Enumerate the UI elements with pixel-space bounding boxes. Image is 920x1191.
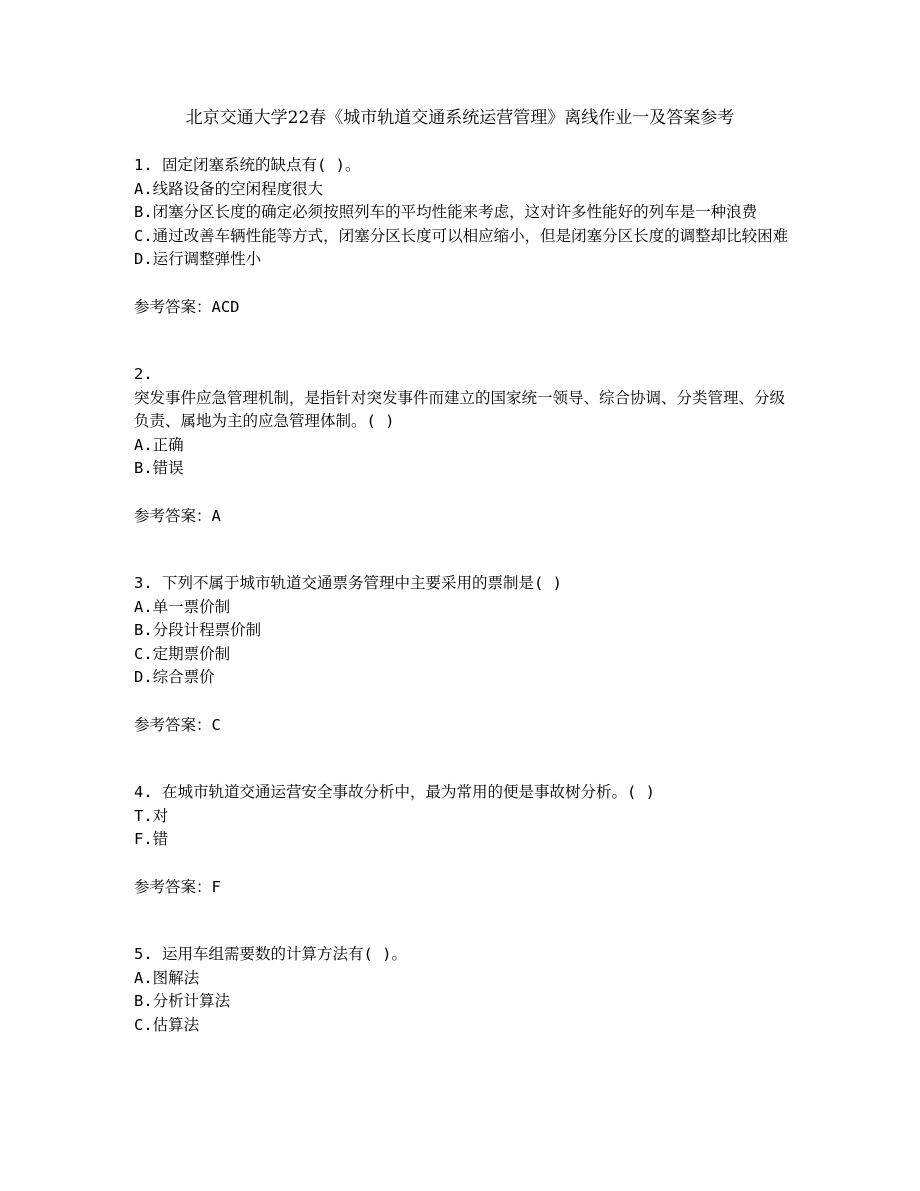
option-a: A.正确 (134, 435, 184, 454)
option-a: A.线路设备的空闲程度很大 (134, 179, 324, 198)
question-2 (134, 363, 794, 528)
option-c: C.估算法 (134, 1015, 200, 1034)
question-stem: 5. 运用车组需要数的计算方法有( )。 (134, 945, 407, 963)
question-3 (134, 572, 794, 737)
answer: 参考答案：A (134, 506, 221, 525)
document-body (134, 154, 794, 1037)
answer: 参考答案：C (134, 715, 221, 734)
question-stem: 4. 在城市轨道交通运营安全事故分析中，最为常用的便是事故树分析。( ) (134, 783, 655, 801)
answer: 参考答案：ACD (134, 297, 240, 316)
option-b: B.分段计程票价制 (134, 621, 262, 639)
option-b: B.分析计算法 (134, 992, 231, 1010)
answer: 参考答案：F (134, 877, 221, 896)
option-b: B.错误 (134, 459, 184, 477)
document-title: 北京交通大学22春《城市轨道交通系统运营管理》离线作业一及答案参考 (185, 108, 735, 128)
question-number: 2. (134, 365, 153, 383)
option-b: B.闭塞分区长度的确定必须按照列车的平均性能来考虑，这对许多性能好的列车是一种浪费 (134, 203, 758, 221)
option-f: F.错 (134, 830, 169, 848)
option-c: C.定期票价制 (134, 644, 231, 663)
option-c: C.通过改善车辆性能等方式，闭塞分区长度可以相应缩小，但是闭塞分区长度的调整却比较困难 (134, 226, 789, 245)
option-d: D.综合票价 (134, 668, 215, 686)
question-stem: 3. 下列不属于城市轨道交通票务管理中主要采用的票制是( ) (134, 574, 562, 592)
question-stem: 突发事件应急管理机制，是指针对突发事件而建立的国家统一领导、综合协调、分类管理、分级负责、属地为主的应急管理体制。( ) (134, 388, 786, 430)
option-a: A.图解法 (134, 968, 200, 987)
option-t: T.对 (134, 806, 169, 825)
question-4 (134, 781, 794, 899)
question-5 (134, 943, 794, 1037)
question-stem: 1. 固定闭塞系统的缺点有( )。 (134, 156, 361, 174)
question-1 (134, 154, 794, 319)
option-d: D.运行调整弹性小 (134, 250, 262, 268)
option-a: A.单一票价制 (134, 597, 231, 616)
